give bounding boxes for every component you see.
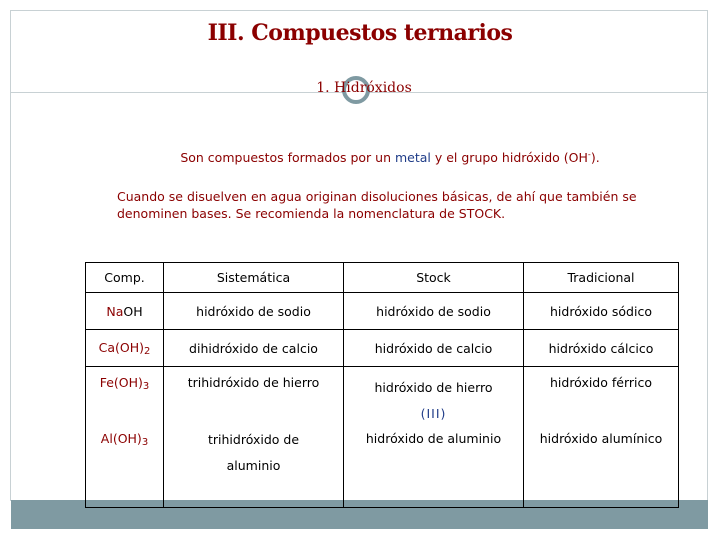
stock-cell: hidróxido de sodio <box>344 293 524 330</box>
formula-cell: $Al(OH)_3$ <box>86 427 164 507</box>
intro-text-2: y el grupo hidróxido (OH <box>430 150 588 166</box>
tradicional-cell: hidróxido alumínico <box>524 427 679 507</box>
intro-text-3: ). <box>590 150 600 166</box>
hydroxide-table <box>85 262 679 508</box>
header-sistematica: Sistemática <box>164 263 344 293</box>
section-subtitle: 1. Hidróxidos <box>316 80 412 96</box>
sistematica-cell: hidróxido de sodio <box>164 293 344 330</box>
header-comp: Comp. <box>86 263 164 293</box>
metal-keyword: metal <box>394 150 431 166</box>
charge-superscript: - <box>587 150 591 159</box>
sistematica-cell: dihidróxido de calcio <box>164 330 344 367</box>
intro-paragraph <box>0 150 720 165</box>
tradicional-cell: hidróxido sódico <box>524 293 679 330</box>
formula-cell: NaOH <box>86 293 164 330</box>
description-paragraph: Cuando se disuelven en agua originan disoluciones básicas, de ahí que también se denominen bases. Se recomienda la nomenclatura de STOCK. <box>117 189 637 221</box>
slide-title: III. Compuestos ternarios <box>207 20 513 46</box>
header-tradicional: Tradicional <box>524 263 679 293</box>
table-row <box>86 367 679 428</box>
table-row <box>86 293 679 330</box>
table-row <box>86 330 679 367</box>
stock-cell: hidróxido de hierro (III) <box>344 367 524 428</box>
table-row <box>86 427 679 507</box>
header-stock: Stock <box>344 263 524 293</box>
sistematica-cell: trihidróxido de aluminio <box>164 427 344 507</box>
tradicional-cell: hidróxido cálcico <box>524 330 679 367</box>
formula-cell: $Fe(OH)_3$ <box>86 367 164 428</box>
intro-text-1: Son compuestos formados por un <box>180 150 395 166</box>
sistematica-cell: trihidróxido de hierro <box>164 367 344 428</box>
tradicional-cell: hidróxido férrico <box>524 367 679 428</box>
stock-cell: hidróxido de calcio <box>344 330 524 367</box>
stock-cell: hidróxido de aluminio <box>344 427 524 507</box>
formula-cell: $Ca(OH)_2$ <box>86 330 164 367</box>
roman-numeral: (III) <box>420 406 447 421</box>
table-header-row <box>86 263 679 293</box>
